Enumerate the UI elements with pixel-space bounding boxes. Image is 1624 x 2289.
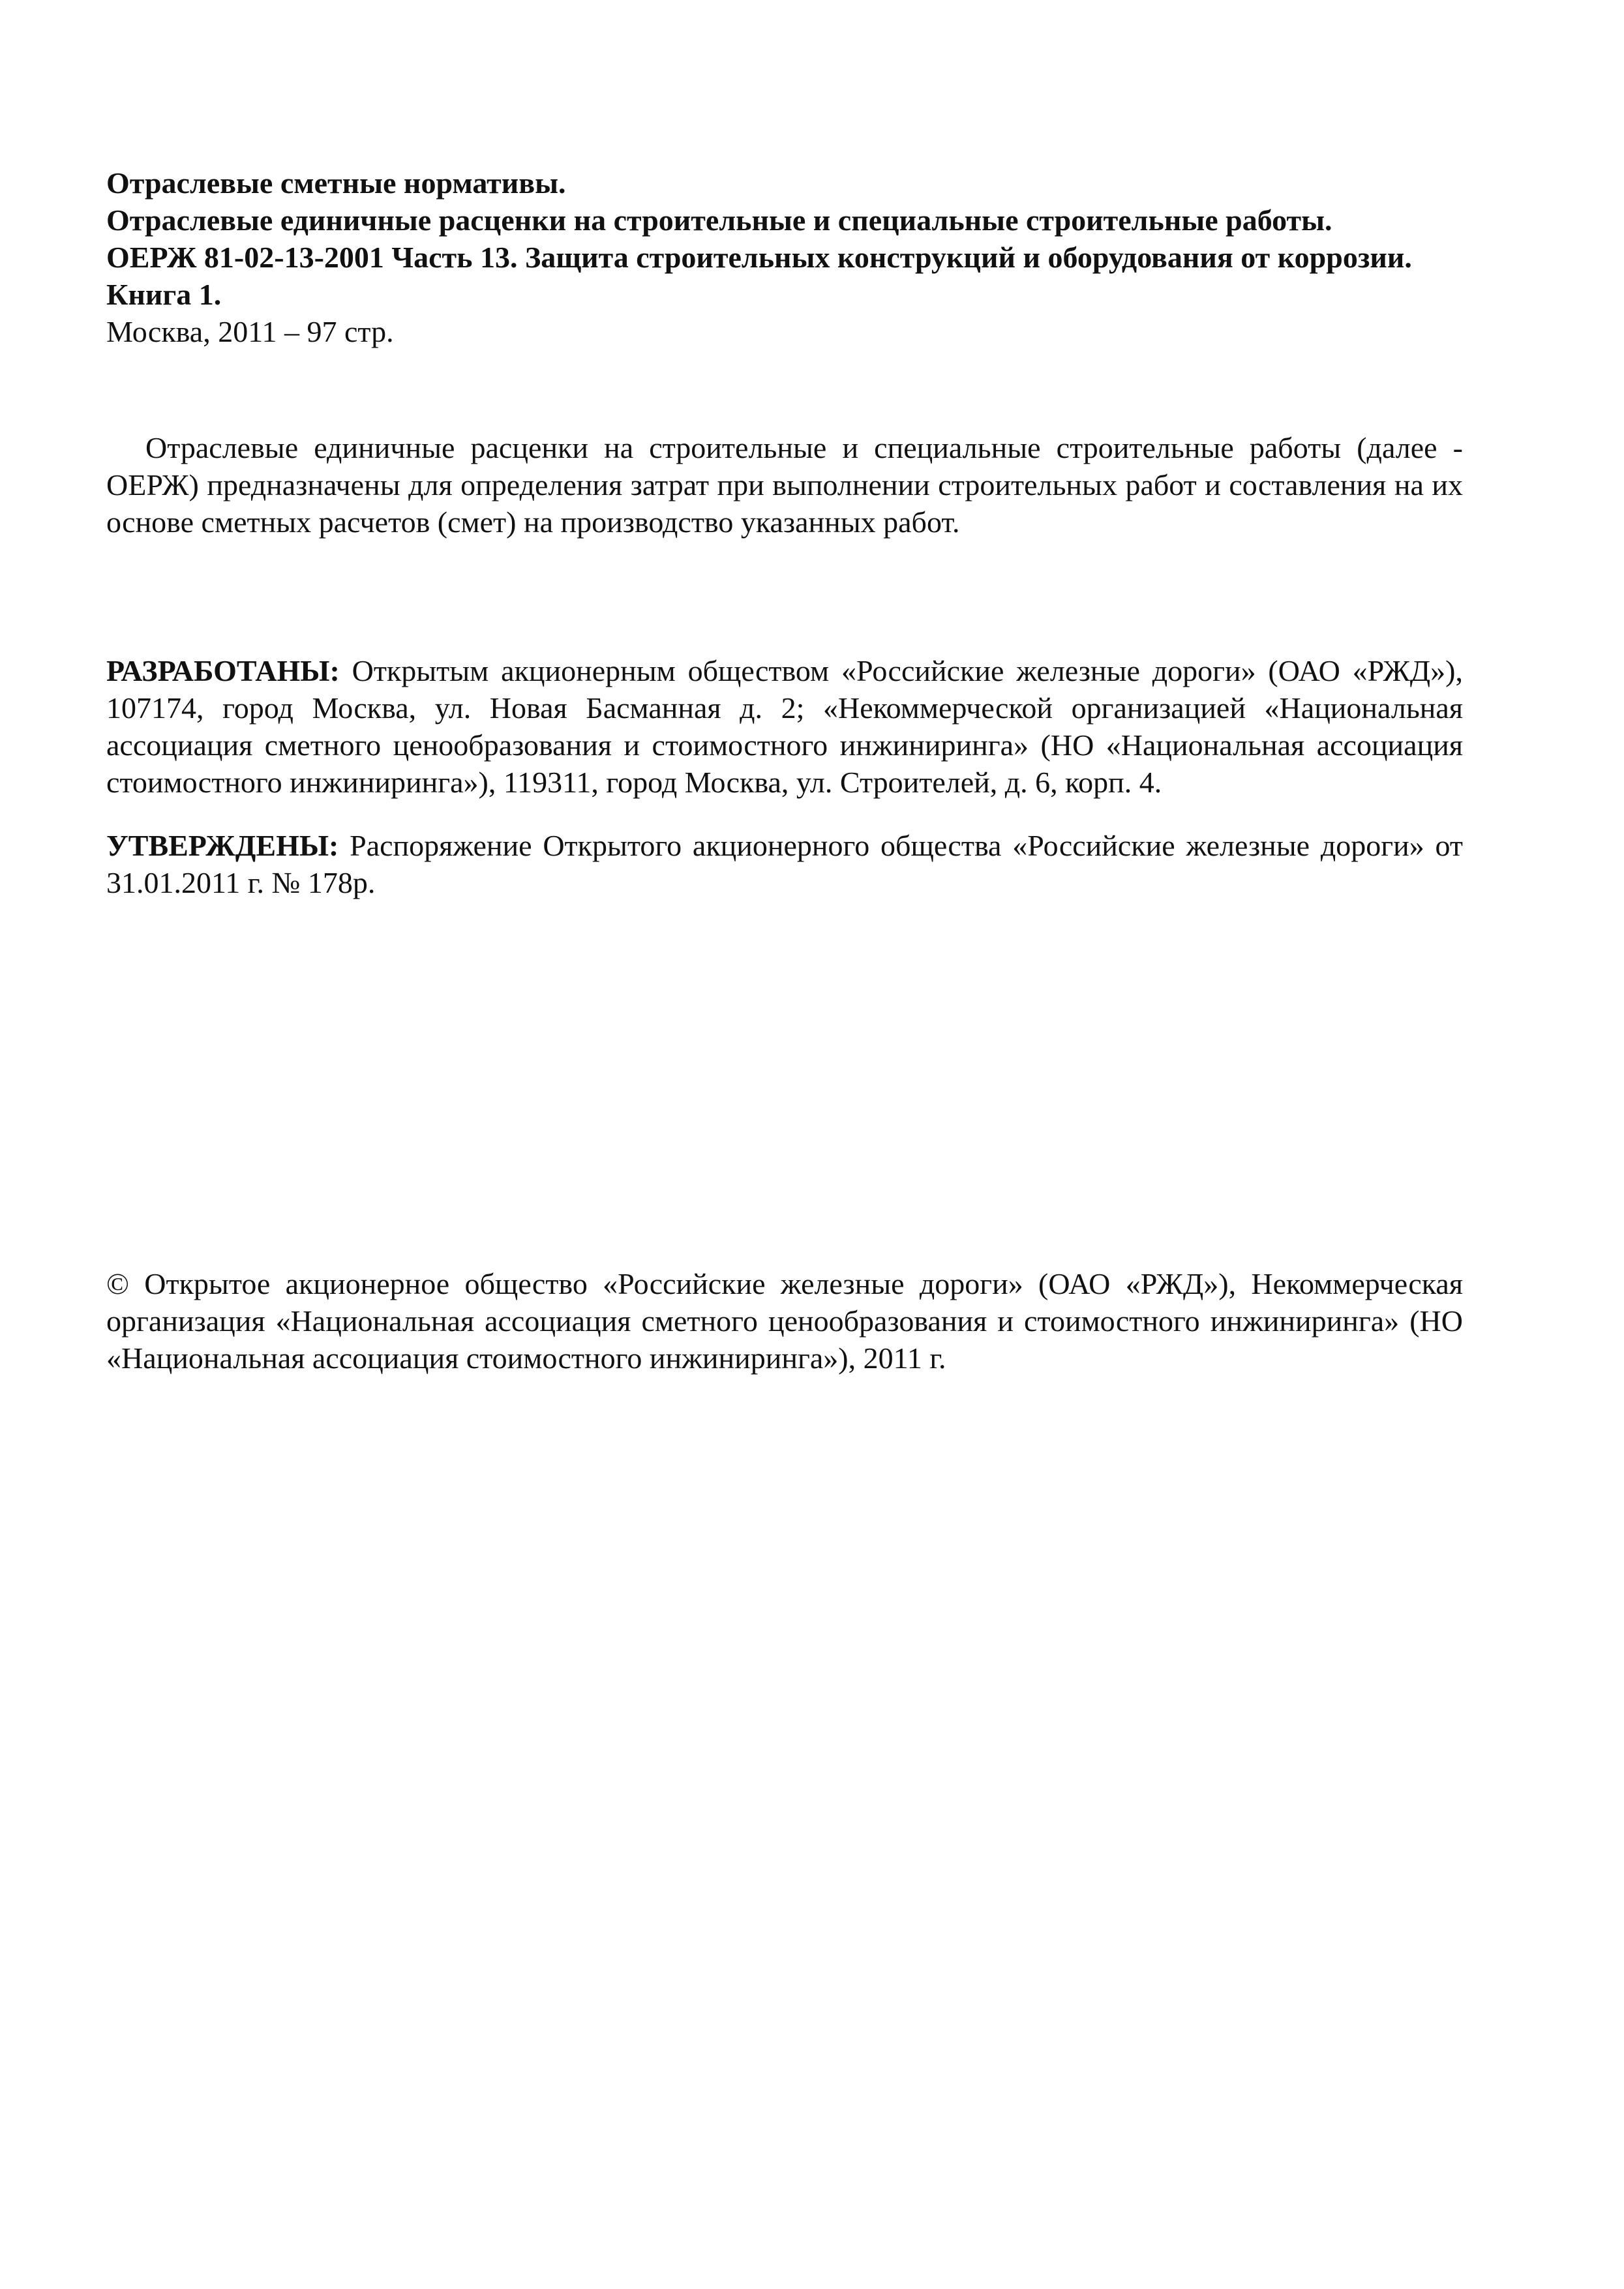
approved-paragraph [106, 827, 1463, 901]
header-line-norms: Отраслевые сметные нормативы. [106, 166, 566, 200]
developed-text: Открытым акционерным обществом «Российские железные дороги» (ОАО «РЖД»), 107174, город Москва, ул. Новая Басманная д. 2; «Некоммерческой организацией «Национальная ассоциация сметного ценообразования и стоимостного инжиниринга» (НО «Национальная ассоциация стоимостного инжиниринга»), 119311, город Москва, ул. Строителей, д. 6, корп. 4. [106, 654, 1463, 799]
header-line-rates: Отраслевые единичные расценки на строительные и специальные строительные работы. [106, 203, 1332, 237]
header-line-publication: Москва, 2011 – 97 стр. [106, 315, 394, 348]
intro-paragraph: Отраслевые единичные расценки на строительные и специальные строительные работы (далее - ОЕРЖ) предназначены для определения затрат при выполнении строительных работ и составления на их основе сметных расчетов (смет) на производство указанных работ. [106, 431, 1463, 539]
header-line-book: Книга 1. [106, 278, 222, 311]
developed-label: РАЗРАБОТАНЫ: [106, 654, 340, 687]
approved-label: УТВЕРЖДЕНЫ: [106, 829, 339, 862]
approved-text: Распоряжение Открытого акционерного общества «Российские железные дороги» от 31.01.2011 г. № 178р. [106, 829, 1464, 899]
document-header [106, 164, 1463, 350]
copyright-paragraph: © Открытое акционерное общество «Российские железные дороги» (ОАО «РЖД»), Некоммерческая организация «Национальная ассоциация сметного ценообразования и стоимостного инжиниринга» (НО «Национальная ассоциация стоимостного инжиниринга»), 2011 г. [106, 1267, 1463, 1375]
developed-paragraph [106, 652, 1463, 801]
header-line-document-code: ОЕРЖ 81-02-13-2001 Часть 13. Защита строительных конструкций и оборудования от коррозии. [106, 241, 1412, 274]
